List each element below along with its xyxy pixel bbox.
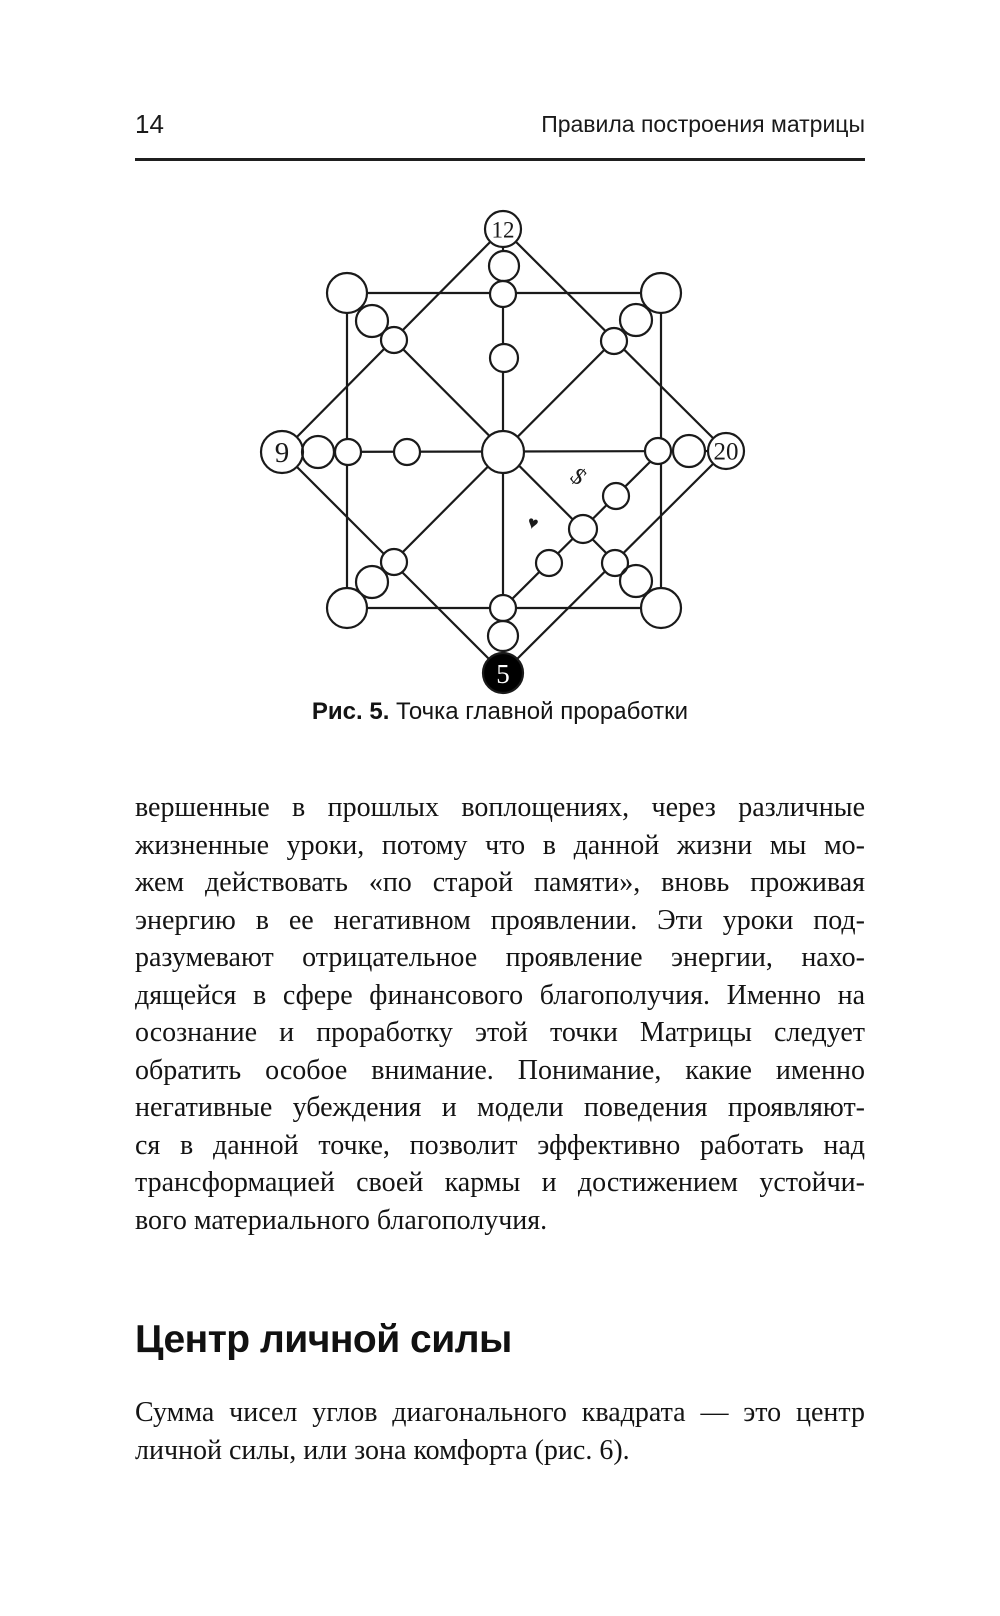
- matrix-vertex-number: 20: [713, 438, 739, 466]
- matrix-vertex-number: 9: [274, 437, 290, 469]
- text-line: вого материального благополучия.: [135, 1204, 548, 1236]
- heart-symbol: ♥: [525, 511, 541, 535]
- dollar-symbol: $: [565, 463, 591, 491]
- text-line: Сумма чисел углов диагонального квадрата — это центр: [135, 1397, 865, 1428]
- text-line: негативные убеждения и модели поведения проявляют-: [135, 1092, 865, 1123]
- text-line: вершенные в прошлых воплощениях, через различные: [135, 792, 865, 823]
- figure-caption-text: Точка главной проработки: [389, 698, 689, 725]
- text-line: личной силы, или зона комфорта (рис. 6).: [135, 1434, 630, 1466]
- text-line: дящейся в сфере финансового благополучия. Именно на: [135, 979, 865, 1011]
- text-line: трансформацией своей кармы и достижением устойчи-: [135, 1167, 865, 1198]
- paragraph: [135, 789, 865, 1239]
- text-line: осознание и проработку этой точки Матрицы следует: [135, 1017, 865, 1048]
- figure-caption: [135, 698, 865, 726]
- matrix-diagram: [230, 195, 770, 705]
- text-line: разумевают отрицательное проявление энергии, нахо-: [135, 942, 865, 973]
- page-number: 14: [135, 109, 164, 139]
- figure-caption-label: Рис. 5.: [311, 698, 390, 725]
- matrix-vertex-number: 5: [496, 659, 510, 689]
- text-line: жизненные уроки, потому что в данной жизни мы мо-: [135, 829, 865, 861]
- text-line: ся в данной точке, позволит эффективно работать над: [135, 1129, 865, 1161]
- paragraph: [135, 1394, 865, 1469]
- text-line: жем действовать «по старой памяти», вновь проживая: [135, 867, 865, 898]
- section-heading: Центр личной силы: [135, 1318, 512, 1361]
- matrix-vertex-number: 12: [491, 217, 515, 243]
- running-title: Правила построения матрицы: [541, 111, 865, 137]
- text-line: энергию в ее негативном проявлении. Эти уроки под-: [135, 904, 865, 936]
- text-line: обратить особое внимание. Понимание, какие именно: [135, 1054, 865, 1086]
- page-header: [135, 110, 865, 139]
- header-rule: [135, 158, 865, 161]
